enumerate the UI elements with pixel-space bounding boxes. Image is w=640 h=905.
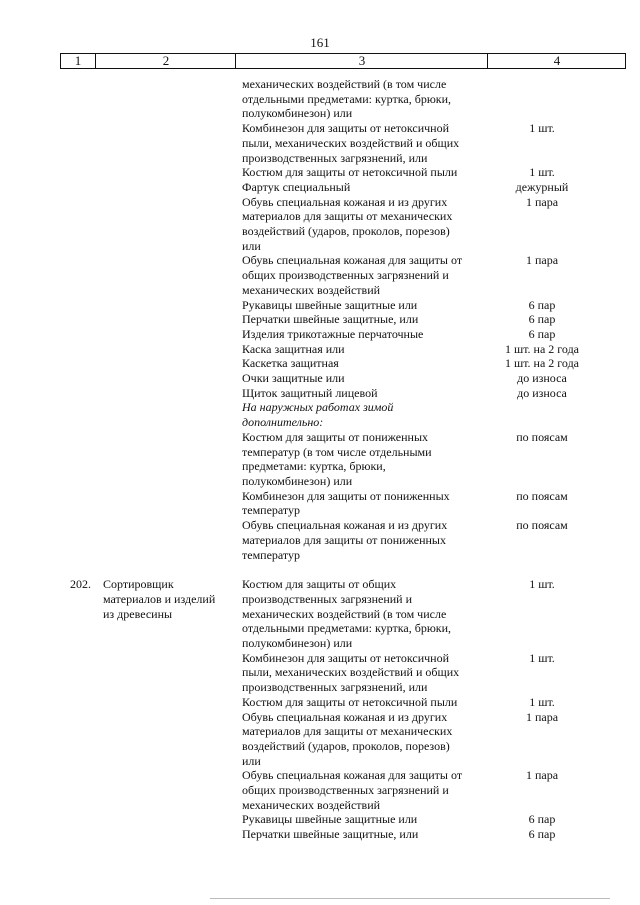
protective-item-line: общих производственных загрязнений и: [242, 783, 449, 798]
table-row: [0, 386, 640, 401]
page-number: 161: [310, 35, 330, 50]
protective-item: [242, 121, 492, 165]
protective-item-line: полукомбинезон) или: [242, 106, 353, 121]
protective-item-line: Фартук специальный: [242, 179, 351, 194]
protective-item-line: температур: [242, 503, 301, 518]
protective-item-line: Комбинезон для защиты от нетоксичной: [242, 121, 450, 136]
protective-item-line: производственных загрязнений, или: [242, 680, 428, 695]
issue-norm: до износа: [517, 371, 567, 386]
protective-item-line: Костюм для защиты от нетоксичной пыли: [242, 694, 458, 709]
profession-name: [103, 577, 238, 621]
protective-item: [242, 77, 492, 121]
table-row: [0, 312, 640, 327]
protective-item: [242, 400, 492, 429]
protective-item-line: дополнительно:: [242, 415, 324, 430]
issue-norm: по поясам: [516, 518, 568, 533]
issue-norm: 1 шт.: [529, 694, 555, 709]
protective-item-line: отдельными предметами: куртка, брюки,: [242, 91, 452, 106]
table-header: [60, 53, 626, 69]
table-row: [0, 400, 640, 429]
table-row: [0, 430, 640, 489]
issue-norm: 1 пара: [525, 768, 559, 783]
table-row: [0, 812, 640, 827]
issue-norm: 6 пар: [528, 812, 556, 827]
protective-item-line: Очки защитные или: [242, 371, 345, 386]
issue-norm: по поясам: [516, 488, 568, 503]
table-row: [0, 180, 640, 195]
issue-norm: 1 шт.: [529, 121, 555, 136]
table-row: [0, 710, 640, 769]
profession-line: материалов и изделий: [103, 591, 216, 606]
protective-item-line: Костюм для защиты от общих: [242, 577, 397, 592]
protective-item-line: или: [242, 753, 261, 768]
table-row: [0, 371, 640, 386]
issue-norm: 1 шт.: [529, 577, 555, 592]
issue-norm: по поясам: [516, 429, 568, 444]
protective-item-line: Перчатки швейные защитные, или: [242, 312, 419, 327]
protective-item-line: Каскетка защитная: [242, 356, 339, 371]
issue-norm: 1 шт. на 2 года: [504, 356, 580, 371]
protective-item-line: общих производственных загрязнений и: [242, 268, 449, 283]
protective-item-line: Щиток защитный лицевой: [242, 385, 378, 400]
protective-item-line: производственных загрязнений и: [242, 591, 413, 606]
table-row: [0, 342, 640, 357]
protective-item-line: Обувь специальная кожаная и из других: [242, 709, 448, 724]
protective-item: [242, 518, 492, 562]
protective-item: [242, 489, 492, 518]
protective-item: [242, 430, 492, 489]
protective-item-line: материалов для защиты от пониженных: [242, 532, 446, 547]
header-col-1: 1: [74, 53, 82, 68]
item-number: 202.: [70, 577, 91, 592]
issue-norm: 6 пар: [528, 326, 556, 341]
protective-item-line: механических воздействий (в том числе: [242, 77, 447, 91]
protective-item-line: Каска защитная или: [242, 341, 345, 356]
protective-item: [242, 253, 492, 297]
header-col-2: 2: [95, 54, 236, 68]
issue-norm: 1 шт.: [529, 650, 555, 665]
protective-item: [242, 327, 492, 342]
header-col-4: 4: [487, 54, 626, 68]
table-row: [0, 121, 640, 165]
protective-item: [242, 386, 492, 401]
protective-item-line: температур: [242, 547, 301, 562]
protective-item-line: воздействий (ударов, проколов, порезов): [242, 224, 450, 239]
protective-item: [242, 165, 492, 180]
protective-item-line: материалов для защиты от механических: [242, 724, 453, 739]
issue-norm: 6 пар: [528, 312, 556, 327]
table-row: [0, 518, 640, 562]
protective-item-line: Комбинезон для защиты от пониженных: [242, 488, 450, 503]
protective-item: [242, 651, 492, 695]
protective-item-line: механических воздействий: [242, 282, 381, 297]
protective-item-line: воздействий (ударов, проколов, порезов): [242, 738, 450, 753]
protective-item: [242, 298, 492, 313]
table-row: [0, 577, 640, 651]
issue-norm: 1 пара: [525, 709, 559, 724]
protective-item-line: Обувь специальная кожаная для защиты от: [242, 768, 463, 783]
protective-item-line: Рукавицы швейные защитные или: [242, 812, 418, 827]
protective-item-line: Костюм для защиты от пониженных: [242, 429, 429, 444]
table-row: [0, 695, 640, 710]
protective-item: [242, 695, 492, 710]
protective-item-line: пыли, механических воздействий и общих: [242, 135, 460, 150]
protective-item-line: механических воздействий (в том числе: [242, 606, 447, 621]
protective-item: [242, 371, 492, 386]
issue-norm: 1 шт.: [529, 165, 555, 180]
header-col-3: 3: [235, 54, 488, 68]
profession-line: из древесины: [103, 606, 173, 621]
protective-item: [242, 827, 492, 842]
protective-item-line: температур (в том числе отдельными: [242, 444, 432, 459]
table-row: [0, 195, 640, 254]
issue-norm: 6 пар: [528, 297, 556, 312]
table-row: [0, 165, 640, 180]
protective-item: [242, 356, 492, 371]
issue-norm: до износа: [517, 385, 567, 400]
protective-item-line: предметами: куртка, брюки,: [242, 459, 386, 474]
issue-norm: 6 пар: [528, 827, 556, 842]
protective-item-line: производственных загрязнений, или: [242, 150, 428, 165]
row-spacer: [0, 562, 640, 577]
protective-item-line: Изделия трикотажные перчаточные: [242, 326, 424, 341]
table-row: [0, 768, 640, 812]
table-row: [0, 827, 640, 842]
protective-item-line: Перчатки швейные защитные, или: [242, 827, 419, 842]
table-body: [0, 77, 640, 842]
protective-item-line: материалов для защиты от механических: [242, 209, 453, 224]
issue-norm: 1 пара: [525, 253, 559, 268]
protective-item-line: полукомбинезон) или: [242, 636, 353, 651]
protective-item: [242, 312, 492, 327]
protective-item-line: или: [242, 238, 261, 253]
protective-item-line: Комбинезон для защиты от нетоксичной: [242, 650, 450, 665]
protective-item: [242, 342, 492, 357]
protective-item-line: полукомбинезон) или: [242, 473, 353, 488]
protective-item: [242, 195, 492, 254]
protective-item: [242, 577, 492, 651]
protective-item-line: Обувь специальная кожаная и из других: [242, 194, 448, 209]
protective-item-line: На наружных работах зимой: [242, 400, 394, 415]
protective-item-line: отдельными предметами: куртка, брюки,: [242, 621, 452, 636]
issue-norm: дежурный: [515, 179, 569, 194]
protective-item-line: Костюм для защиты от нетоксичной пыли: [242, 165, 458, 180]
issue-norm: 1 шт. на 2 года: [504, 341, 580, 356]
table-row: [0, 298, 640, 313]
protective-item: [242, 710, 492, 769]
protective-item-line: пыли, механических воздействий и общих: [242, 665, 460, 680]
table-row: [0, 356, 640, 371]
protective-item-line: Рукавицы швейные защитные или: [242, 297, 418, 312]
table-row: [0, 253, 640, 297]
table-row: [0, 489, 640, 518]
protective-item: [242, 768, 492, 812]
table-row: [0, 651, 640, 695]
protective-item-line: Обувь специальная кожаная и из других: [242, 518, 448, 533]
profession-line: Сортировщик: [103, 577, 174, 592]
table-row: [0, 77, 640, 121]
protective-item-line: механических воздействий: [242, 797, 381, 812]
page-bottom-rule: [210, 898, 610, 899]
protective-item: [242, 180, 492, 195]
table-row: [0, 327, 640, 342]
protective-item: [242, 812, 492, 827]
protective-item-line: Обувь специальная кожаная для защиты от: [242, 253, 463, 268]
issue-norm: 1 пара: [525, 194, 559, 209]
